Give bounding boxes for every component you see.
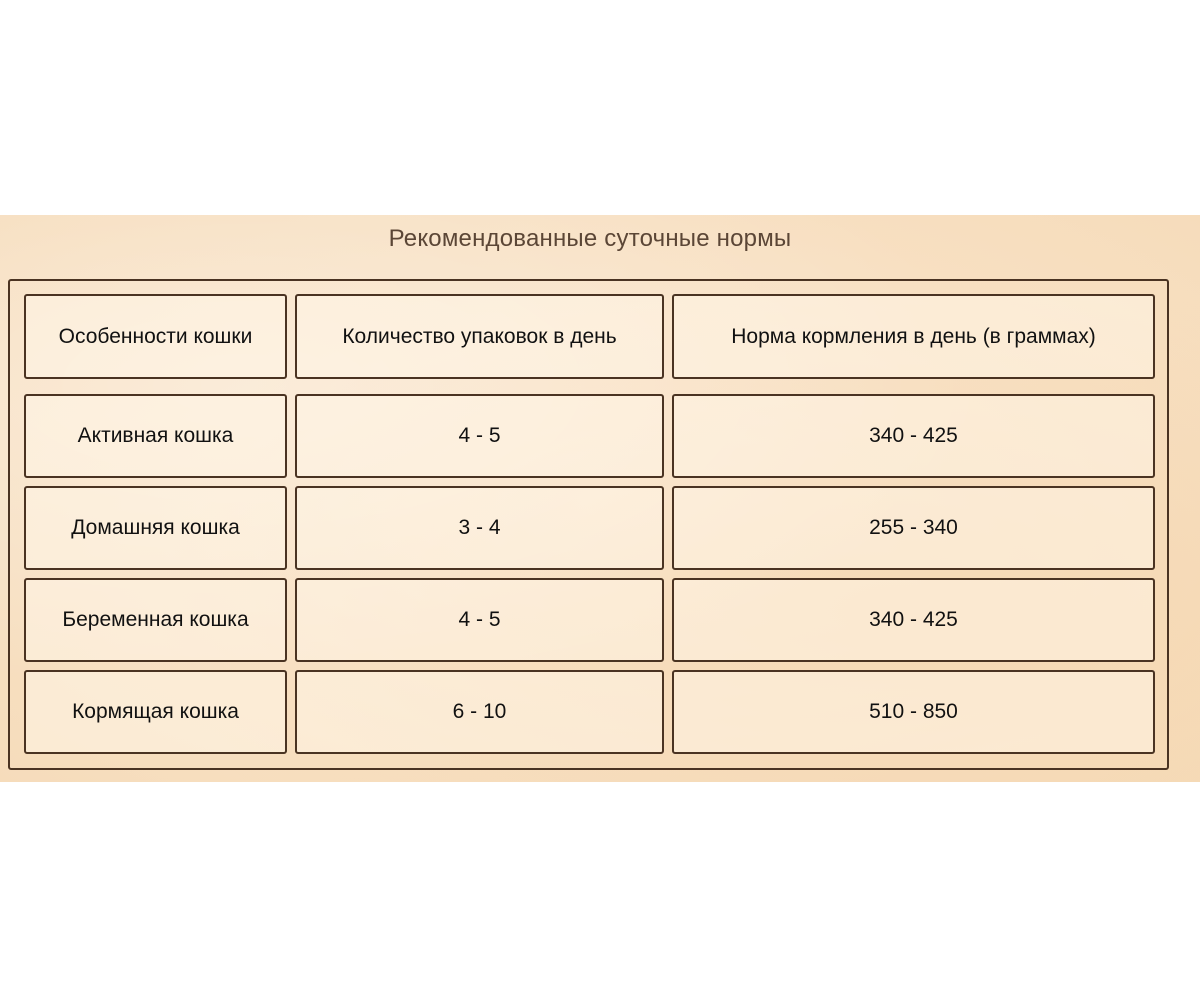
header-packs-per-day: Количество упаковок в день (295, 294, 664, 379)
row-grams-per-day: 255 - 340 (672, 486, 1155, 570)
row-packs-per-day: 4 - 5 (295, 394, 664, 478)
row-cat-type: Активная кошка (24, 394, 287, 478)
header-grams-per-day: Норма кормления в день (в граммах) (672, 294, 1155, 379)
row-cat-type: Домашняя кошка (24, 486, 287, 570)
row-grams-per-day: 340 - 425 (672, 394, 1155, 478)
row-grams-per-day: 340 - 425 (672, 578, 1155, 662)
row-grams-per-day: 510 - 850 (672, 670, 1155, 754)
row-packs-per-day: 6 - 10 (295, 670, 664, 754)
header-cat-type: Особенности кошки (24, 294, 287, 379)
row-packs-per-day: 4 - 5 (295, 578, 664, 662)
row-cat-type: Беременная кошка (24, 578, 287, 662)
table-title: Рекомендованные суточные нормы (388, 225, 792, 252)
row-cat-type: Кормящая кошка (24, 670, 287, 754)
row-packs-per-day: 3 - 4 (295, 486, 664, 570)
feeding-norms-panel (0, 215, 1200, 782)
